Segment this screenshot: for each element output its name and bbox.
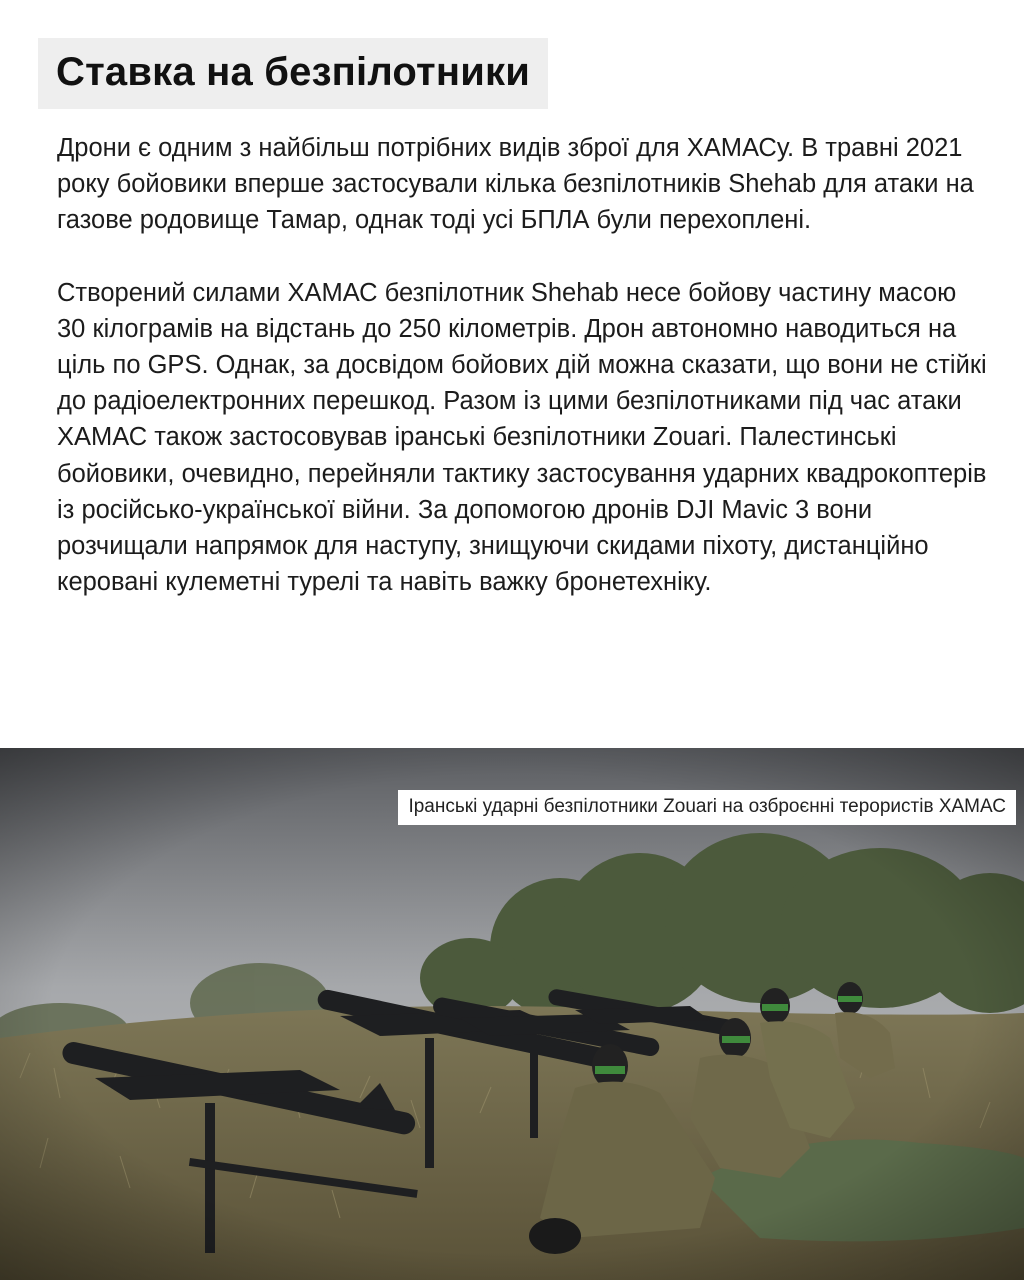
page-title: Ставка на безпілотники — [56, 50, 530, 94]
article-body — [57, 130, 987, 636]
drones-photo — [0, 748, 1024, 1280]
photo-caption: Іранські ударні безпілотники Zouari на озброєнні терористів ХАМАС — [398, 790, 1016, 825]
paragraph-1: Дрони є одним з найбільш потрібних видів зброї для ХАМАСу. В травні 2021 року бойовики вперше застосували кілька безпілотників Shehab для атаки на газове родовище Тамар, однак тоді усі БПЛА були перехоплені. — [57, 134, 974, 235]
title-box — [38, 38, 548, 109]
paragraph-2: Створений силами ХАМАС безпілотник Shehab несе бойову частину масою 30 кілограмів на відстань до 250 кілометрів. Дрон автономно наводиться на ціль по GPS. Однак, за досвідом бойових дій можна сказати, що вони не стійкі до радіоелектронних перешкод. Разом із цими безпілотниками під час атаки ХАМАС також застосовував іранські безпілотники Zouari. Палестинські бойовики, очевидно, перейняли тактику застосування ударних квадрокоптерів із російсько-української війни. За допомогою дронів DJI Mavic 3 вони розчищали напрямок для наступу, знищуючи скидами піхоту, дистанційно керовані кулеметні турелі та навіть важку бронетехніку. — [57, 278, 987, 597]
